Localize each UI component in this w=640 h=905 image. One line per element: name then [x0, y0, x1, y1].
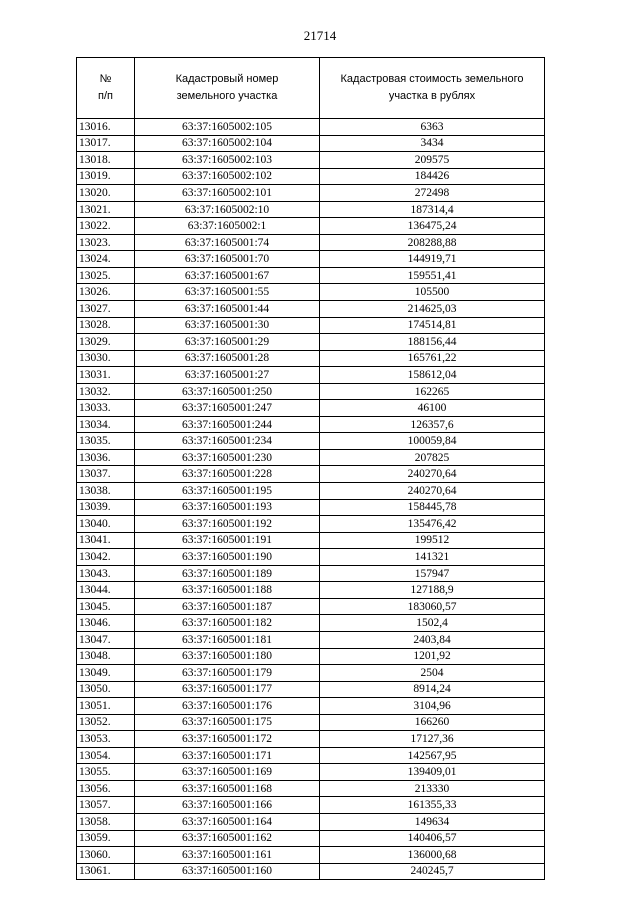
cadastral-value-cell: 214625,03 — [320, 301, 545, 318]
row-number-cell: 13033. — [77, 400, 135, 417]
cadastral-value-cell: 136475,24 — [320, 218, 545, 235]
table-row — [77, 598, 545, 615]
cadastral-value-cell: 165761,22 — [320, 350, 545, 367]
row-number-cell: 13059. — [77, 830, 135, 847]
cadastral-number-cell: 63:37:1605001:74 — [135, 234, 320, 251]
table-row — [77, 747, 545, 764]
table-row — [77, 284, 545, 301]
row-number-cell: 13030. — [77, 350, 135, 367]
table-row — [77, 648, 545, 665]
cadastral-value-cell: 166260 — [320, 714, 545, 731]
row-number-cell: 13047. — [77, 631, 135, 648]
cadastral-value-cell: 6363 — [320, 119, 545, 136]
cadastral-number-cell: 63:37:1605001:175 — [135, 714, 320, 731]
table-row — [77, 830, 545, 847]
table-row — [77, 234, 545, 251]
cadastral-value-cell: 139409,01 — [320, 764, 545, 781]
cadastral-value-cell: 240245,7 — [320, 863, 545, 880]
cadastral-number-cell: 63:37:1605001:169 — [135, 764, 320, 781]
cadastral-number-cell: 63:37:1605002:1 — [135, 218, 320, 235]
row-number-cell: 13040. — [77, 516, 135, 533]
cadastral-number-cell: 63:37:1605001:30 — [135, 317, 320, 334]
cadastral-number-cell: 63:37:1605001:172 — [135, 731, 320, 748]
table-row — [77, 797, 545, 814]
table-row — [77, 516, 545, 533]
cadastral-number-cell: 63:37:1605001:181 — [135, 631, 320, 648]
row-number-cell: 13037. — [77, 466, 135, 483]
row-number-cell: 13031. — [77, 367, 135, 384]
row-number-cell: 13025. — [77, 267, 135, 284]
cadastral-value-cell: 8914,24 — [320, 681, 545, 698]
cadastral-number-cell: 63:37:1605001:67 — [135, 267, 320, 284]
cadastral-value-cell: 209575 — [320, 152, 545, 169]
cadastral-number-cell: 63:37:1605002:101 — [135, 185, 320, 202]
cadastral-value-cell: 159551,41 — [320, 267, 545, 284]
cadastral-number-cell: 63:37:1605002:10 — [135, 201, 320, 218]
table-row — [77, 780, 545, 797]
cadastral-number-cell: 63:37:1605001:247 — [135, 400, 320, 417]
cadastral-number-cell: 63:37:1605001:171 — [135, 747, 320, 764]
cadastral-value-cell: 208288,88 — [320, 234, 545, 251]
cadastral-value-cell: 144919,71 — [320, 251, 545, 268]
row-number-cell: 13021. — [77, 201, 135, 218]
row-number-cell: 13016. — [77, 119, 135, 136]
cadastral-value-cell: 213330 — [320, 780, 545, 797]
cadastral-value-cell: 1201,92 — [320, 648, 545, 665]
cadastral-number-cell: 63:37:1605001:189 — [135, 565, 320, 582]
cadastral-value-cell: 272498 — [320, 185, 545, 202]
cadastral-number-cell: 63:37:1605001:187 — [135, 598, 320, 615]
row-number-cell: 13053. — [77, 731, 135, 748]
cadastral-value-cell: 149634 — [320, 813, 545, 830]
cadastral-number-cell: 63:37:1605001:190 — [135, 549, 320, 566]
cadastral-value-cell: 46100 — [320, 400, 545, 417]
cadastral-value-cell: 135476,42 — [320, 516, 545, 533]
cadastral-value-cell: 142567,95 — [320, 747, 545, 764]
table-row — [77, 466, 545, 483]
cadastral-number-cell: 63:37:1605001:44 — [135, 301, 320, 318]
row-number-cell: 13032. — [77, 383, 135, 400]
cadastral-value-cell: 174514,81 — [320, 317, 545, 334]
cadastral-value-cell: 2504 — [320, 665, 545, 682]
row-number-cell: 13041. — [77, 532, 135, 549]
row-number-cell: 13052. — [77, 714, 135, 731]
cadastral-number-cell: 63:37:1605001:27 — [135, 367, 320, 384]
table-header — [77, 58, 545, 119]
row-number-cell: 13035. — [77, 433, 135, 450]
table-row — [77, 152, 545, 169]
page-number: 21714 — [303, 28, 337, 43]
row-number-cell: 13046. — [77, 615, 135, 632]
cadastral-value-cell: 136000,68 — [320, 847, 545, 864]
cadastral-value-cell: 162265 — [320, 383, 545, 400]
table-row — [77, 483, 545, 500]
cadastral-number-cell: 63:37:1605001:168 — [135, 780, 320, 797]
row-number-cell: 13056. — [77, 780, 135, 797]
cadastral-number-cell: 63:37:1605001:244 — [135, 416, 320, 433]
cadastral-number-cell: 63:37:1605001:176 — [135, 698, 320, 715]
table-row — [77, 135, 545, 152]
cadastral-value-cell: 158612,04 — [320, 367, 545, 384]
cadastral-value-cell: 105500 — [320, 284, 545, 301]
row-number-cell: 13026. — [77, 284, 135, 301]
table-row — [77, 400, 545, 417]
table-row — [77, 532, 545, 549]
row-number-cell: 13051. — [77, 698, 135, 715]
cadastral-number-cell: 63:37:1605001:188 — [135, 582, 320, 599]
table-row — [77, 549, 545, 566]
table-row — [77, 863, 545, 880]
row-number-cell: 13034. — [77, 416, 135, 433]
row-number-cell: 13024. — [77, 251, 135, 268]
table-row — [77, 334, 545, 351]
cadastral-number-cell: 63:37:1605001:70 — [135, 251, 320, 268]
table-row — [77, 218, 545, 235]
table-row — [77, 168, 545, 185]
row-number-cell: 13038. — [77, 483, 135, 500]
table-row — [77, 201, 545, 218]
table-row — [77, 714, 545, 731]
row-number-cell: 13061. — [77, 863, 135, 880]
table-row — [77, 383, 545, 400]
cadastral-value-cell: 1502,4 — [320, 615, 545, 632]
table-row — [77, 615, 545, 632]
cadastral-value-cell: 141321 — [320, 549, 545, 566]
table-row — [77, 267, 545, 284]
cadastral-number-cell: 63:37:1605002:103 — [135, 152, 320, 169]
cadastral-number-cell: 63:37:1605001:228 — [135, 466, 320, 483]
cadastral-value-cell: 158445,78 — [320, 499, 545, 516]
cadastral-value-cell: 140406,57 — [320, 830, 545, 847]
table-row — [77, 317, 545, 334]
cadastral-number-cell: 63:37:1605001:180 — [135, 648, 320, 665]
cadastral-number-cell: 63:37:1605001:161 — [135, 847, 320, 864]
cadastral-number-cell: 63:37:1605001:177 — [135, 681, 320, 698]
cadastral-number-cell: 63:37:1605001:182 — [135, 615, 320, 632]
cadastral-number-cell: 63:37:1605001:164 — [135, 813, 320, 830]
cadastral-number-cell: 63:37:1605001:192 — [135, 516, 320, 533]
cadastral-number-cell: 63:37:1605001:250 — [135, 383, 320, 400]
row-number-cell: 13023. — [77, 234, 135, 251]
table-row — [77, 582, 545, 599]
row-number-cell: 13048. — [77, 648, 135, 665]
cadastral-value-cell: 207825 — [320, 449, 545, 466]
table-row — [77, 631, 545, 648]
row-number-cell: 13036. — [77, 449, 135, 466]
row-number-cell: 13027. — [77, 301, 135, 318]
row-number-cell: 13020. — [77, 185, 135, 202]
table-row — [77, 813, 545, 830]
cadastral-number-cell: 63:37:1605001:160 — [135, 863, 320, 880]
row-number-cell: 13029. — [77, 334, 135, 351]
table-body — [77, 119, 545, 880]
cadastral-number-cell: 63:37:1605001:29 — [135, 334, 320, 351]
cadastral-number-cell: 63:37:1605001:193 — [135, 499, 320, 516]
row-number-cell: 13054. — [77, 747, 135, 764]
cadastral-value-cell: 184426 — [320, 168, 545, 185]
row-number-cell: 13049. — [77, 665, 135, 682]
table-row — [77, 251, 545, 268]
row-number-cell: 13055. — [77, 764, 135, 781]
cadastral-value-cell: 157947 — [320, 565, 545, 582]
cadastral-number-cell: 63:37:1605001:55 — [135, 284, 320, 301]
table-row — [77, 119, 545, 136]
table-row — [77, 764, 545, 781]
cadastral-value-cell: 240270,64 — [320, 466, 545, 483]
row-number-cell: 13042. — [77, 549, 135, 566]
table-row — [77, 681, 545, 698]
table-row — [77, 665, 545, 682]
cadastral-value-table — [76, 57, 545, 880]
row-number-cell: 13050. — [77, 681, 135, 698]
header-row — [77, 58, 545, 119]
row-number-cell: 13044. — [77, 582, 135, 599]
table-row — [77, 301, 545, 318]
header-cadastral-value: Кадастровая стоимость земельного участка в рублях — [320, 58, 545, 119]
cadastral-value-cell: 188156,44 — [320, 334, 545, 351]
table-row — [77, 499, 545, 516]
table-row — [77, 416, 545, 433]
row-number-cell: 13019. — [77, 168, 135, 185]
cadastral-value-cell: 126357,6 — [320, 416, 545, 433]
table-row — [77, 698, 545, 715]
cadastral-value-cell: 2403,84 — [320, 631, 545, 648]
cadastral-number-cell: 63:37:1605001:191 — [135, 532, 320, 549]
cadastral-number-cell: 63:37:1605002:105 — [135, 119, 320, 136]
cadastral-number-cell: 63:37:1605001:234 — [135, 433, 320, 450]
row-number-cell: 13028. — [77, 317, 135, 334]
cadastral-number-cell: 63:37:1605001:162 — [135, 830, 320, 847]
row-number-cell: 13060. — [77, 847, 135, 864]
row-number-cell: 13017. — [77, 135, 135, 152]
table-row — [77, 350, 545, 367]
cadastral-value-cell: 199512 — [320, 532, 545, 549]
cadastral-number-cell: 63:37:1605002:104 — [135, 135, 320, 152]
cadastral-value-cell: 127188,9 — [320, 582, 545, 599]
row-number-cell: 13057. — [77, 797, 135, 814]
table-row — [77, 449, 545, 466]
row-number-cell: 13039. — [77, 499, 135, 516]
cadastral-value-cell: 183060,57 — [320, 598, 545, 615]
cadastral-value-cell: 3434 — [320, 135, 545, 152]
cadastral-number-cell: 63:37:1605001:28 — [135, 350, 320, 367]
cadastral-number-cell: 63:37:1605002:102 — [135, 168, 320, 185]
row-number-cell: 13043. — [77, 565, 135, 582]
cadastral-number-cell: 63:37:1605001:166 — [135, 797, 320, 814]
cadastral-value-cell: 240270,64 — [320, 483, 545, 500]
row-number-cell: 13058. — [77, 813, 135, 830]
cadastral-value-cell: 100059,84 — [320, 433, 545, 450]
table-row — [77, 185, 545, 202]
table-row — [77, 433, 545, 450]
cadastral-number-cell: 63:37:1605001:230 — [135, 449, 320, 466]
cadastral-value-cell: 3104,96 — [320, 698, 545, 715]
table-row — [77, 565, 545, 582]
cadastral-value-cell: 187314,4 — [320, 201, 545, 218]
table-row — [77, 847, 545, 864]
header-cadastral-number: Кадастровый номер земельного участка — [135, 58, 320, 119]
row-number-cell: 13022. — [77, 218, 135, 235]
cadastral-number-cell: 63:37:1605001:195 — [135, 483, 320, 500]
header-row-number: № п/п — [77, 58, 135, 119]
cadastral-value-cell: 161355,33 — [320, 797, 545, 814]
cadastral-value-cell: 17127,36 — [320, 731, 545, 748]
table-row — [77, 731, 545, 748]
table-row — [77, 367, 545, 384]
cadastral-number-cell: 63:37:1605001:179 — [135, 665, 320, 682]
row-number-cell: 13018. — [77, 152, 135, 169]
row-number-cell: 13045. — [77, 598, 135, 615]
